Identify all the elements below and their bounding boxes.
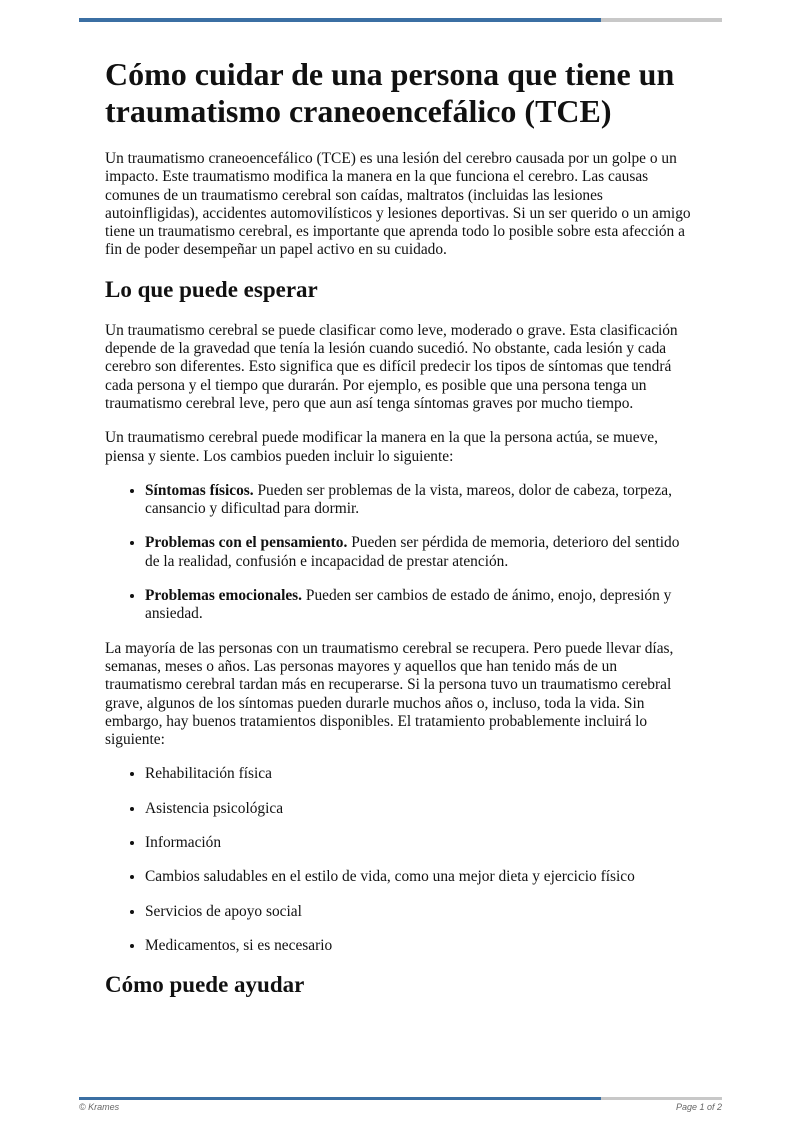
- list-item-term: Problemas emocionales.: [145, 587, 303, 605]
- list-item-text: Pueden ser cambios de estado de ánimo, enojo, depresión y ansiedad.: [145, 587, 672, 623]
- list-item: • Cambios saludables en el estilo de vida, como una mejor dieta y ejercicio físico: [145, 868, 695, 886]
- list-item: • Asistencia psicológica: [145, 800, 695, 818]
- list-item: • Información: [145, 834, 695, 852]
- list-item-text: Pueden ser pérdida de memoria, deterioro del sentido de la realidad, confusión e incapacidad de prestar atención.: [145, 534, 680, 570]
- list-item: • Servicios de apoyo social: [145, 903, 695, 921]
- article: [105, 56, 695, 1017]
- top-rule: [79, 18, 722, 22]
- list-item: [145, 482, 695, 519]
- section-heading-what-to-expect: Lo que puede esperar: [105, 276, 318, 302]
- bottom-rule-accent: [79, 1097, 601, 1100]
- section-heading-how-you-can-help: Cómo puede ayudar: [105, 972, 305, 998]
- list-item: • Medicamentos, si es necesario: [145, 937, 695, 955]
- list-item-term: Síntomas físicos.: [145, 481, 254, 499]
- list-item: [145, 534, 695, 571]
- list-item: • Rehabilitación física: [145, 765, 695, 783]
- bottom-rule: [79, 1097, 722, 1100]
- footer-copyright: © Krames: [79, 1102, 120, 1112]
- page-title: Cómo cuidar de una persona que tiene un traumatismo craneoencefálico (TCE): [105, 56, 675, 129]
- footer-page-number: Page 1 of 2: [675, 1102, 722, 1112]
- list-item: [145, 587, 695, 624]
- paragraph: Un traumatismo cerebral se puede clasificar como leve, moderado o grave. Esta clasificación depende de la gravedad que tenía la lesión cuando sucedió. No obstante, cada lesión y cada cerebro son diferentes. Esto significa que es difícil predecir los tipos de síntomas que tendrá cada persona y el tiempo que durarán. Por ejemplo, es posible que una persona tenga un traumatismo cerebral leve, pero que aun así tenga síntomas graves por mucho tiempo.: [105, 321, 678, 412]
- paragraph: La mayoría de las personas con un traumatismo cerebral se recupera. Pero puede llevar días, semanas, meses o años. Las personas mayores y aquellos que han tenido más de un traumatismo cerebral tardan más en recuperarse. Si la persona tuvo un traumatismo cerebral grave, algunos de los síntomas pueden durarle muchos años o, incluso, toda la vida. Sin embargo, hay buenos tratamientos disponibles. El tratamiento probablemente incluirá lo siguiente:: [105, 639, 674, 749]
- intro-paragraph: Un traumatismo craneoencefálico (TCE) es una lesión del cerebro causada por un golpe o un impacto. Este traumatismo modifica la manera en la que funciona el cerebro. Las causas comunes de un traumatismo cerebral son caídas, maltratos (incluidas las lesiones autoinfligidas), accidentes automovilísticos y lesiones deportivas. Si un ser querido o un amigo tiene un traumatismo cerebral, es importante que aprenda todo lo posible sobre esta afección a fin de poder desempeñar un papel activo en su cuidado.: [105, 150, 691, 259]
- changes-list: [105, 482, 695, 624]
- list-item-term: Problemas con el pensamiento.: [145, 534, 348, 552]
- top-rule-accent: [79, 18, 601, 22]
- paragraph: Un traumatismo cerebral puede modificar la manera en la que la persona actúa, se mueve, piensa y siente. Los cambios pueden incluir lo siguiente:: [105, 429, 658, 465]
- list-item-text: Pueden ser problemas de la vista, mareos, dolor de cabeza, torpeza, cansancio y dificultad para dormir.: [145, 481, 672, 518]
- treatments-list: [105, 765, 695, 955]
